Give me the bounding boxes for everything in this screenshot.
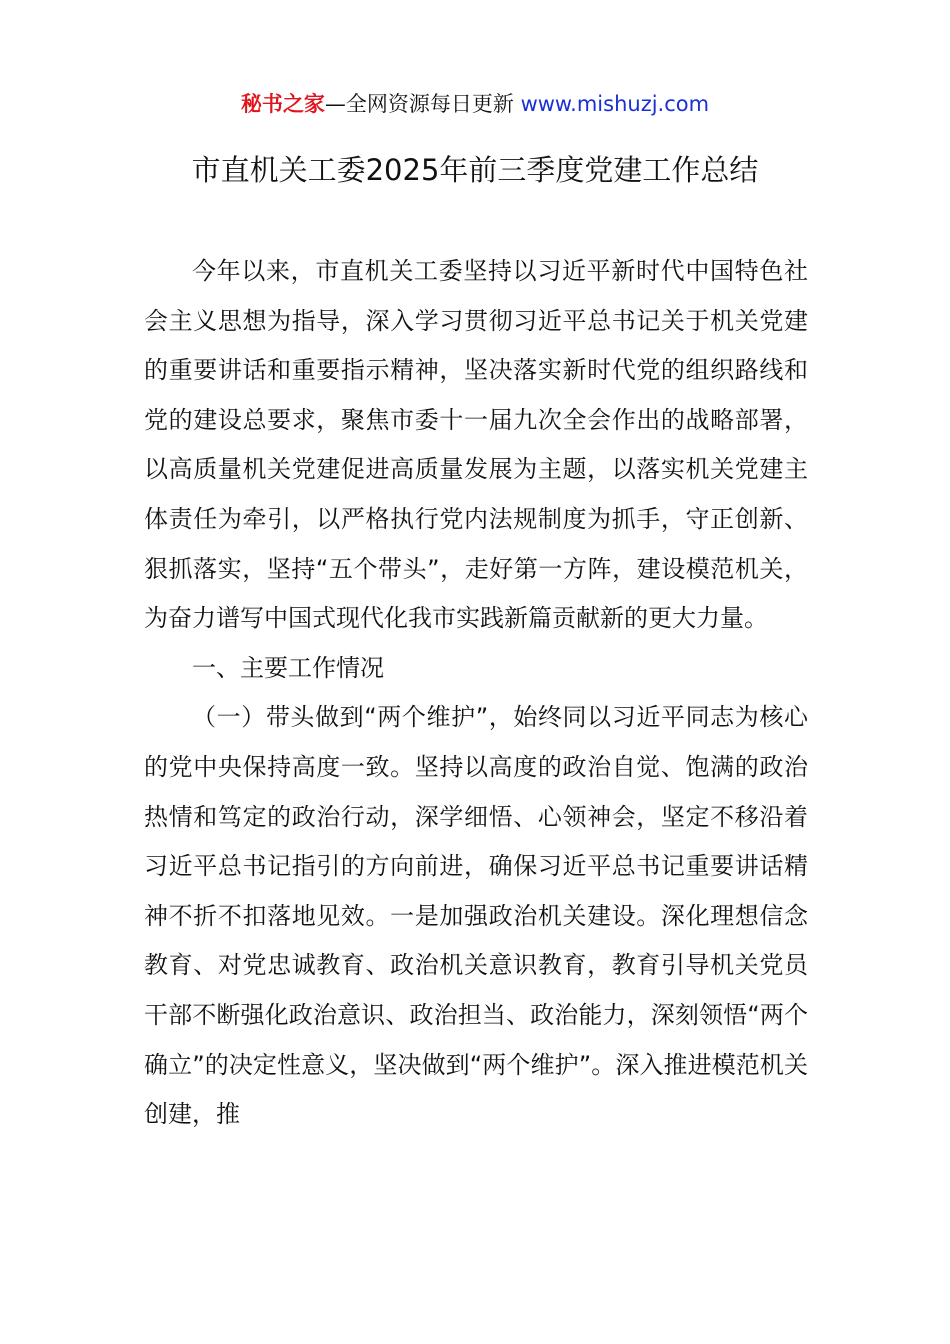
site-tagline: —全网资源每日更新: [324, 92, 521, 116]
intro-paragraph: 今年以来，市直机关工委坚持以习近平新时代中国特色社会主义思想为指导，深入学习贯彻习近平总书记关于机关党建的重要讲话和重要指示精神，坚决落实新时代党的组织路线和党的建设总要求，聚焦市委十一届九次全会作出的战略部署，以高质量机关党建促进高质量发展为主题，以落实机关党建主体责任为牵引，以严格执行党内法规制度为抓手，守正创新、狠抓落实，坚持“五个带头”，走好第一方阵，建设模范机关，为奋力谱写中国式现代化我市实践新篇贡献新的更大力量。: [144, 257, 808, 633]
document-body: [144, 247, 808, 1140]
site-url[interactable]: www.mishuzj.com: [520, 92, 710, 116]
site-header: [0, 86, 950, 122]
section-heading: 一、主要工作情况: [192, 653, 384, 682]
subsection-paragraph: （一）带头做到“两个维护”，始终同以习近平同志为核心的党中央保持高度一致。坚持以高度的政治自觉、饱满的政治热情和笃定的政治行动，深学细悟、心领神会，坚定不移沿着习近平总书记指引的方向前进，确保习近平总书记重要讲话精神不折不扣落地见效。一是加强政治机关建设。深化理想信念教育、对党忠诚教育、政治机关意识教育，教育引导机关党员干部不断强化政治意识、政治担当、政治能力，深刻领悟“两个确立”的决定性意义，坚决做到“两个维护”。深入推进模范机关创建，推: [144, 703, 808, 1129]
site-brand: 秘书之家: [240, 92, 325, 116]
document-title: 市直机关工委2025年前三季度党建工作总结: [191, 153, 759, 187]
